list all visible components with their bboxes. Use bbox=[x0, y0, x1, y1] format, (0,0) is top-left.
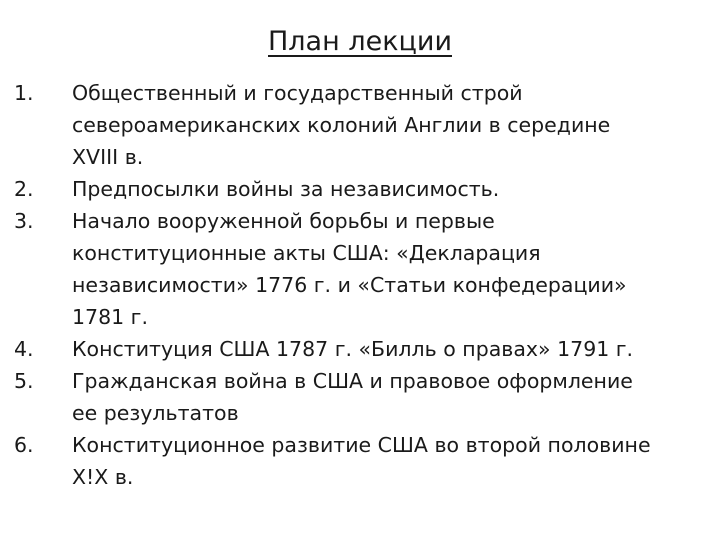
item-number: 6. bbox=[14, 433, 34, 457]
lecture-plan-list bbox=[14, 77, 720, 493]
item-line: конституционные акты США: «Декларация bbox=[72, 241, 541, 265]
item-text bbox=[72, 429, 720, 493]
list-item bbox=[14, 333, 720, 365]
item-number: 3. bbox=[14, 209, 34, 233]
list-item bbox=[14, 365, 720, 429]
item-number: 5. bbox=[14, 369, 34, 393]
item-number: 2. bbox=[14, 177, 34, 201]
item-line: Конституционное развитие США во второй половине bbox=[72, 433, 651, 457]
item-text bbox=[72, 365, 720, 429]
item-text bbox=[72, 205, 720, 333]
item-text bbox=[72, 333, 720, 365]
item-number: 4. bbox=[14, 337, 34, 361]
list-item bbox=[14, 77, 720, 173]
item-line: Конституция США 1787 г. «Билль о правах» 1791 г. bbox=[72, 337, 634, 361]
page-title: План лекции bbox=[268, 26, 452, 57]
item-text bbox=[72, 77, 720, 173]
list-item bbox=[14, 173, 720, 205]
item-line: Общественный и государственный строй bbox=[72, 81, 523, 105]
item-line: XVIII в. bbox=[72, 145, 144, 169]
item-line: Начало вооруженной борьбы и первые bbox=[72, 209, 495, 233]
item-text bbox=[72, 173, 720, 205]
item-number: 1. bbox=[14, 81, 34, 105]
item-line: ее результатов bbox=[72, 401, 239, 425]
item-line: Х!Х в. bbox=[72, 465, 134, 489]
item-line: независимости» 1776 г. и «Статьи конфедерации» bbox=[72, 273, 627, 297]
list-item bbox=[14, 205, 720, 333]
item-line: североамериканских колоний Англии в середине bbox=[72, 113, 611, 137]
item-line: Предпосылки войны за независимость. bbox=[72, 177, 500, 201]
item-line: Гражданская война в США и правовое оформление bbox=[72, 369, 633, 393]
list-item bbox=[14, 429, 720, 493]
item-line: 1781 г. bbox=[72, 305, 148, 329]
